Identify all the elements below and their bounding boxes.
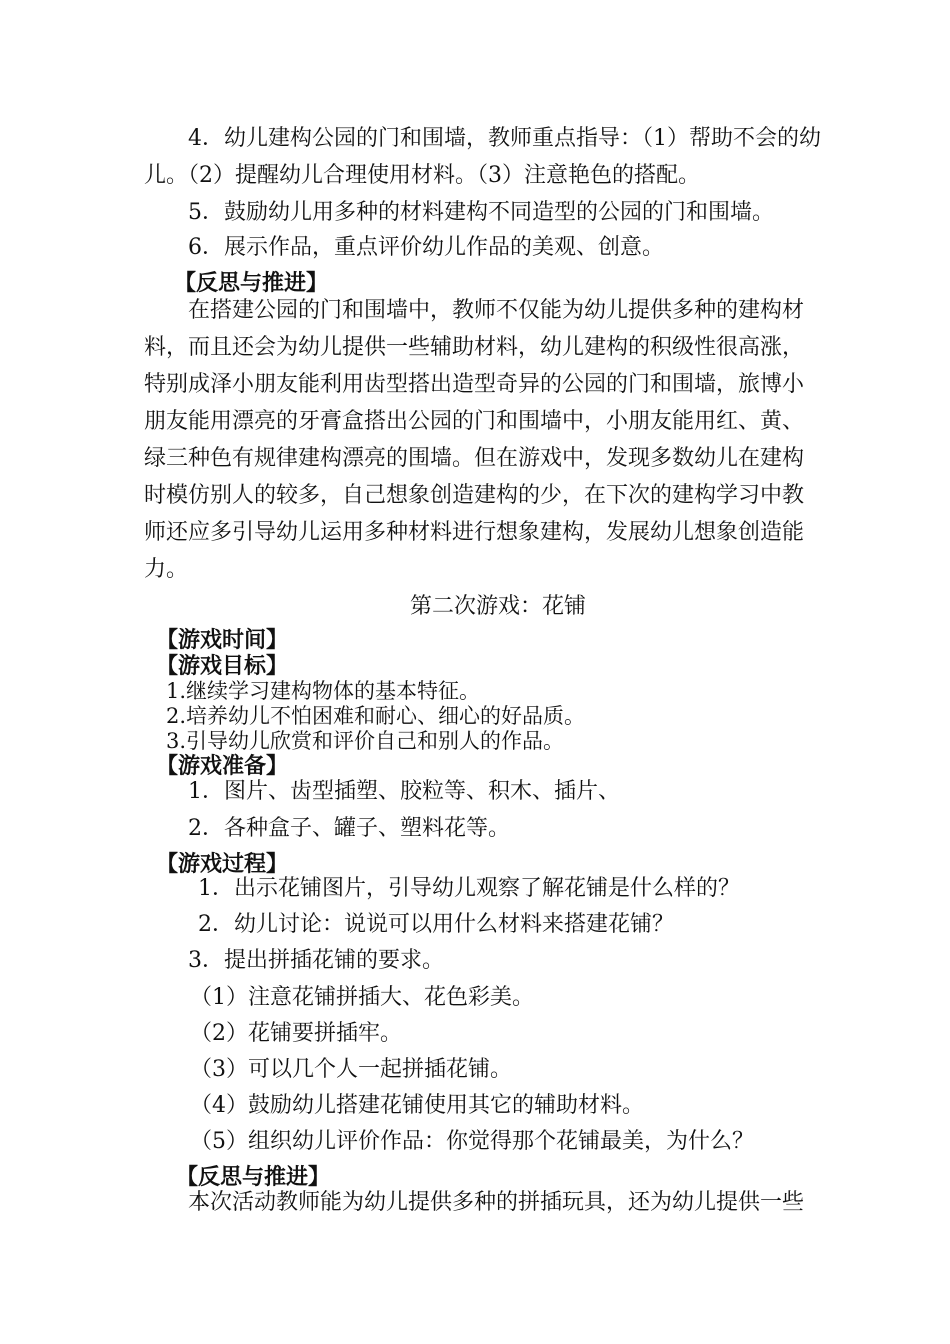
process-2: 2．幼儿讨论：说说可以用什么材料来搭建花铺？	[198, 912, 674, 937]
reflection-heading-2: 【反思与推进】	[176, 1164, 331, 1190]
game-goal-heading: 【游戏目标】	[156, 653, 289, 679]
reflection-1-line-7: 师还应多引导幼儿运用多种材料进行想象建构，发展幼儿想象创造能	[144, 520, 805, 545]
goal-3: 3.引导幼儿欣赏和评价自己和别人的作品。	[166, 729, 565, 753]
reflection-1-line-3: 特别成泽小朋友能利用齿型搭出造型奇异的公园的门和围墙，旅博小	[144, 372, 805, 397]
process-sub-4: （4）鼓励幼儿搭建花铺使用其它的辅助材料。	[190, 1093, 644, 1118]
reflection-1-line-4: 朋友能用漂亮的牙膏盒搭出公园的门和围墙中，小朋友能用红、黄、	[144, 409, 805, 434]
section-2-title: 第二次游戏：花铺	[410, 594, 587, 619]
reflection-1-line-6: 时模仿别人的较多，自己想象创造建构的少，在下次的建构学习中教	[144, 483, 805, 508]
process-1: 1．出示花铺图片，引导幼儿观察了解花铺是什么样的？	[198, 876, 740, 901]
process-3: 3．提出拼插花铺的要求。	[188, 948, 444, 973]
process-sub-3: （3）可以几个人一起拼插花铺。	[190, 1057, 512, 1082]
reflection-1-line-8: 力。	[144, 557, 189, 582]
goal-2: 2.培养幼儿不怕困难和耐心、细心的好品质。	[166, 704, 586, 728]
step-6: 6．展示作品，重点评价幼儿作品的美观、创意。	[188, 235, 664, 260]
prep-2: 2．各种盒子、罐子、塑料花等。	[188, 816, 510, 841]
game-prep-heading: 【游戏准备】	[156, 753, 289, 779]
game-process-heading: 【游戏过程】	[156, 851, 289, 877]
process-sub-1: （1）注意花铺拼插大、花色彩美。	[190, 985, 534, 1010]
prep-1: 1．图片、齿型插塑、胶粒等、积木、插片、	[188, 779, 620, 804]
process-sub-5: （5）组织幼儿评价作品：你觉得那个花铺最美，为什么？	[190, 1129, 754, 1154]
goal-1: 1.继续学习建构物体的基本特征。	[166, 679, 481, 703]
step-5: 5．鼓励幼儿用多种的材料建构不同造型的公园的门和围墙。	[188, 200, 774, 225]
reflection-heading-1: 【反思与推进】	[174, 270, 329, 296]
process-sub-2: （2）花铺要拼插牢。	[190, 1021, 402, 1046]
reflection-1-line-1: 在搭建公园的门和围墙中，教师不仅能为幼儿提供多种的建构材	[188, 298, 805, 323]
reflection-1-line-2: 料，而且还会为幼儿提供一些辅助材料，幼儿建构的积级性很高涨，	[144, 335, 805, 360]
game-time-heading: 【游戏时间】	[156, 627, 289, 653]
step-4-line-1: 4．幼儿建构公园的门和围墙，教师重点指导：（1）帮助不会的幼	[188, 126, 821, 151]
reflection-1-line-5: 绿三种色有规律建构漂亮的围墙。但在游戏中，发现多数幼儿在建构	[144, 446, 805, 471]
step-4-line-2: 儿。（2）提醒幼儿合理使用材料。（3）注意艳色的搭配。	[144, 163, 700, 188]
reflection-2-line-1: 本次活动教师能为幼儿提供多种的拼插玩具，还为幼儿提供一些	[188, 1190, 805, 1215]
